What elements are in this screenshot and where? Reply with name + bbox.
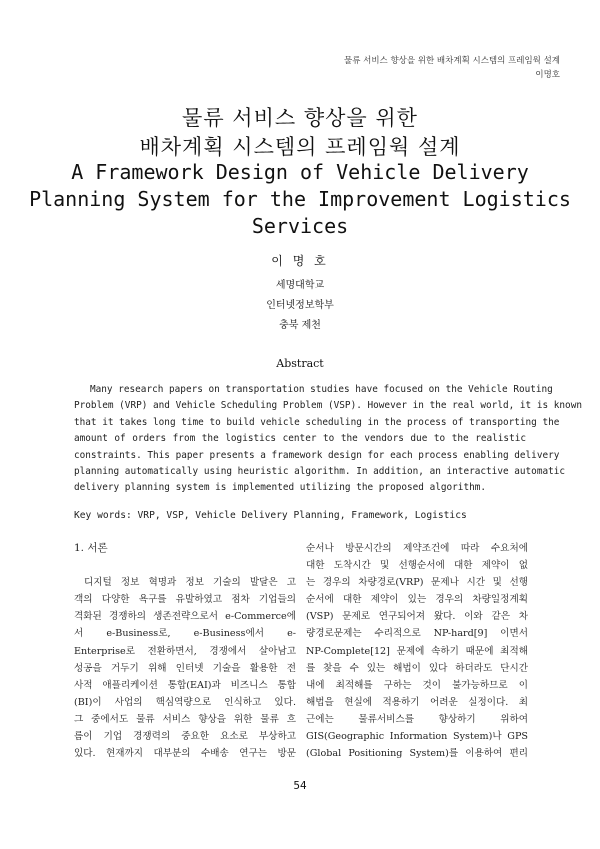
body-line: GIS(Geographic Information System)나 GPS xyxy=(306,731,528,743)
body-line: 순서나 방문시간의 제약조건에 따라 수요처에 xyxy=(306,543,528,554)
body-line: 근에는 물류서비스를 향상하기 위하여 xyxy=(306,713,528,725)
abstract-line: Problem (VRP) and Vehicle Scheduling Problem (VSP). However in the real world, it is known xyxy=(74,400,582,412)
body-line: 그 중에서도 물류 서비스 향상을 위한 물류 흐 xyxy=(74,713,296,725)
body-line: 내에 최적해를 구하는 것이 불가능하므로 이 xyxy=(306,679,528,691)
abstract-line: amount of orders from the logistics center to the vendors due to the realistic xyxy=(74,433,526,445)
abstract-line: delivery planning system is implemented utilizing the proposed algorithm. xyxy=(74,482,487,494)
body-line: (BI)이 사업의 핵심역량으로 인식하고 있다. xyxy=(74,696,296,708)
title-en-line-3: Services xyxy=(251,214,349,238)
body-line: 격화된 경쟁하의 생존전략으로서 e-Commerce에 xyxy=(74,611,296,623)
body-line: 량경로문제는 수리적으로 NP-hard[9] 이면서 xyxy=(306,628,528,640)
body-column-left xyxy=(74,540,296,762)
body-line: 순서에 대한 제약이 있는 경우의 차량일정계획 xyxy=(306,594,528,606)
body-column-right xyxy=(306,540,528,762)
body-line: NP-Complete[12] 문제에 속하기 때문에 최적해 xyxy=(306,645,528,657)
blank-line xyxy=(74,557,296,574)
abstract-line: that it takes long time to build vehicle scheduling in the process of transporting the xyxy=(74,416,560,428)
body-line: 는 경우의 차량경로(VRP) 문제나 시간 및 선행 xyxy=(306,577,528,589)
body-line: 름이 기업 경쟁력의 중요한 요소로 부상하고 xyxy=(74,731,296,743)
author-affiliation-3: 충북 제천 xyxy=(279,320,321,331)
author-affiliation-2: 인터넷정보학부 xyxy=(266,300,334,311)
body-line: 사적 애플리케이션 통합(EAI)과 비즈니스 통합 xyxy=(74,679,296,691)
page-number: 54 xyxy=(293,780,307,792)
running-author: 이명호 xyxy=(535,70,560,80)
body-line: 디지털 정보 혁명과 정보 기술의 발달은 고 xyxy=(84,577,296,589)
title-ko-line-2: 배차계획 시스템의 프레임웍 설계 xyxy=(139,135,461,159)
body-line: (Global Positioning System)를 이용하여 편리 xyxy=(306,748,528,760)
title-en-line-1: A Framework Design of Vehicle Delivery xyxy=(71,160,529,184)
body-line: 있다. 현재까지 대부분의 수배송 연구는 방문 xyxy=(74,748,296,760)
keywords: Key words: VRP, VSP, Vehicle Delivery Planning, Framework, Logistics xyxy=(74,510,467,521)
body-line: 를 찾을 수 있는 해법이 있다 하더라도 단시간 xyxy=(306,662,528,674)
abstract-line: constraints. This paper presents a framework design for each process enabling delivery xyxy=(74,449,560,461)
abstract-line: planning automatically using heuristic algorithm. In addition, an interactive automatic xyxy=(74,466,566,478)
running-title: 물류 서비스 향상을 위한 배차계획 시스템의 프레임웍 설계 xyxy=(344,56,560,66)
body-line: 서 e-Business로, e-Business에서 e- xyxy=(74,628,296,640)
body-line: (VSP) 문제로 연구되어져 왔다. 이와 같은 차 xyxy=(306,611,528,623)
body-line: Enterprise로 전환하면서, 경쟁에서 살아남고 xyxy=(74,645,296,657)
body-line: 대한 도착시간 및 선행순서에 대한 제약이 없 xyxy=(306,560,528,572)
abstract-heading: Abstract xyxy=(276,357,324,370)
body-line: 해법을 현실에 적용하기 어려운 실정이다. 최 xyxy=(306,696,528,708)
section-heading: 1. 서론 xyxy=(74,542,108,554)
author-name: 이 명 호 xyxy=(271,254,329,268)
body-line: 성공을 거두기 위해 인터넷 기술을 활용한 전 xyxy=(74,662,296,674)
title-en-line-2: Planning System for the Improvement Logistics xyxy=(29,187,571,211)
body-line: 객의 다양한 욕구를 유발하였고 점차 기업들의 xyxy=(74,594,296,606)
title-ko-line-1: 물류 서비스 향상을 위한 xyxy=(182,106,418,130)
abstract-body xyxy=(74,382,582,497)
abstract-line: Many research papers on transportation studies have focused on the Vehicle Routing xyxy=(90,384,553,395)
author-affiliation-1: 세명대학교 xyxy=(275,280,325,291)
